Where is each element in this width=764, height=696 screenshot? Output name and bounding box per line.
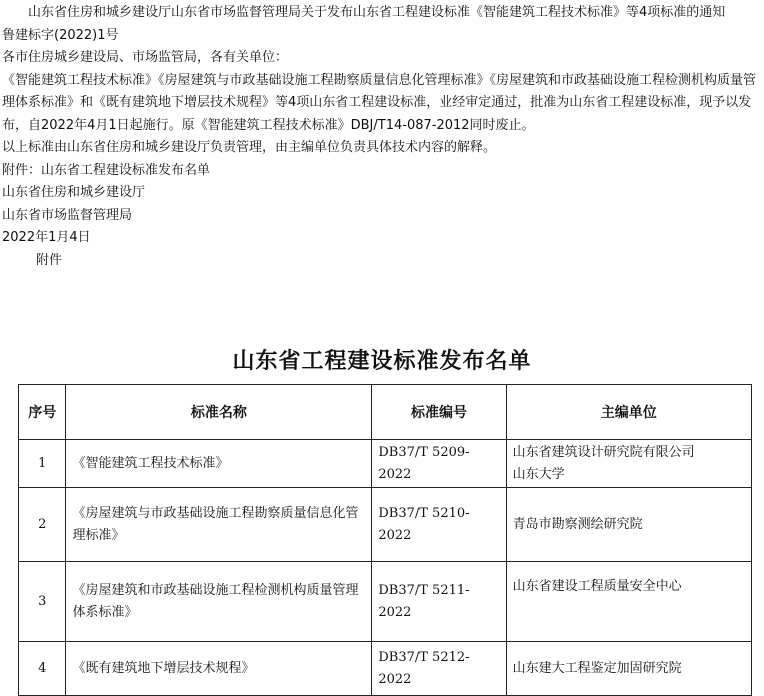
table-row [19, 642, 752, 696]
cell-serial: 2 [19, 488, 66, 562]
standards-table [18, 384, 752, 696]
cell-standard-code: DB37/T 5211-2022 [372, 562, 506, 642]
body-paragraph-2: 以上标准由山东省住房和城乡建设厅负责管理，由主编单位负责具体技术内容的解释。 [2, 140, 497, 155]
addressee: 各市住房城乡建设局、市场监管局，各有关单位： [2, 50, 289, 65]
issuer-market-regulation: 山东省市场监督管理局 [2, 207, 133, 223]
body-paragraph-1: 《智能建筑工程技术标准》《房屋建筑与市政基础设施工程勘察质量信息化管理标准》《房屋建筑和市政基础设施工程检测机构质量管理体系标准》和《既有建筑地下增层技术规程》等4项山东省工程建设标准，业经审定通过，批准为山东省工程建设标准，现予以发布，自2022年4月1日起施行。原《智能建筑工程技术标准》DBJ/T14-087-2012同时废止。 [2, 72, 757, 133]
notice-title: 山东省住房和城乡建设厅山东省市场监督管理局关于发布山东省工程建设标准《智能建筑工程技术标准》等4项标准的通知 [28, 5, 726, 20]
table-title: 山东省工程建设标准发布名单 [232, 348, 532, 374]
table-row [19, 562, 752, 642]
table-row [19, 440, 752, 488]
cell-standard-code: DB37/T 5209-2022 [372, 440, 506, 488]
cell-standard-code: DB37/T 5210-2022 [372, 488, 506, 562]
header-serial: 序号 [19, 385, 66, 440]
cell-serial: 4 [19, 642, 66, 696]
cell-serial: 3 [19, 562, 66, 642]
issuer-housing-department: 山东省住房和城乡建设厅 [2, 185, 146, 200]
cell-serial: 1 [19, 440, 66, 488]
cell-editor-unit: 山东省建设工程质量安全中心 [506, 562, 751, 642]
notice-text [2, 2, 758, 272]
table-header-row [19, 385, 752, 440]
cell-editor-unit: 山东省建筑设计研究院有限公司 山东大学 [506, 440, 751, 488]
header-editor-unit: 主编单位 [506, 385, 751, 440]
cell-standard-name: 《既有建筑地下增层技术规程》 [66, 642, 372, 696]
cell-standard-name: 《房屋建筑和市政基础设施工程检测机构质量管理体系标准》 [66, 562, 372, 642]
attachment-label: 附件 [36, 252, 63, 268]
document-number: 鲁建标字(2022)1号 [2, 27, 119, 43]
cell-editor-unit: 青岛市勘察测绘研究院 [506, 488, 751, 562]
table-row [19, 488, 752, 562]
cell-standard-name: 《房屋建筑与市政基础设施工程勘察质量信息化管理标准》 [66, 488, 372, 562]
cell-standard-name: 《智能建筑工程技术标准》 [66, 440, 372, 488]
header-standard-code: 标准编号 [372, 385, 506, 440]
attachment-line: 附件：山东省工程建设标准发布名单 [2, 162, 211, 178]
cell-standard-code: DB37/T 5212-2022 [372, 642, 506, 696]
cell-editor-unit: 山东建大工程鉴定加固研究院 [506, 642, 751, 696]
header-standard-name: 标准名称 [66, 385, 372, 440]
issue-date: 2022年1月4日 [2, 230, 91, 245]
